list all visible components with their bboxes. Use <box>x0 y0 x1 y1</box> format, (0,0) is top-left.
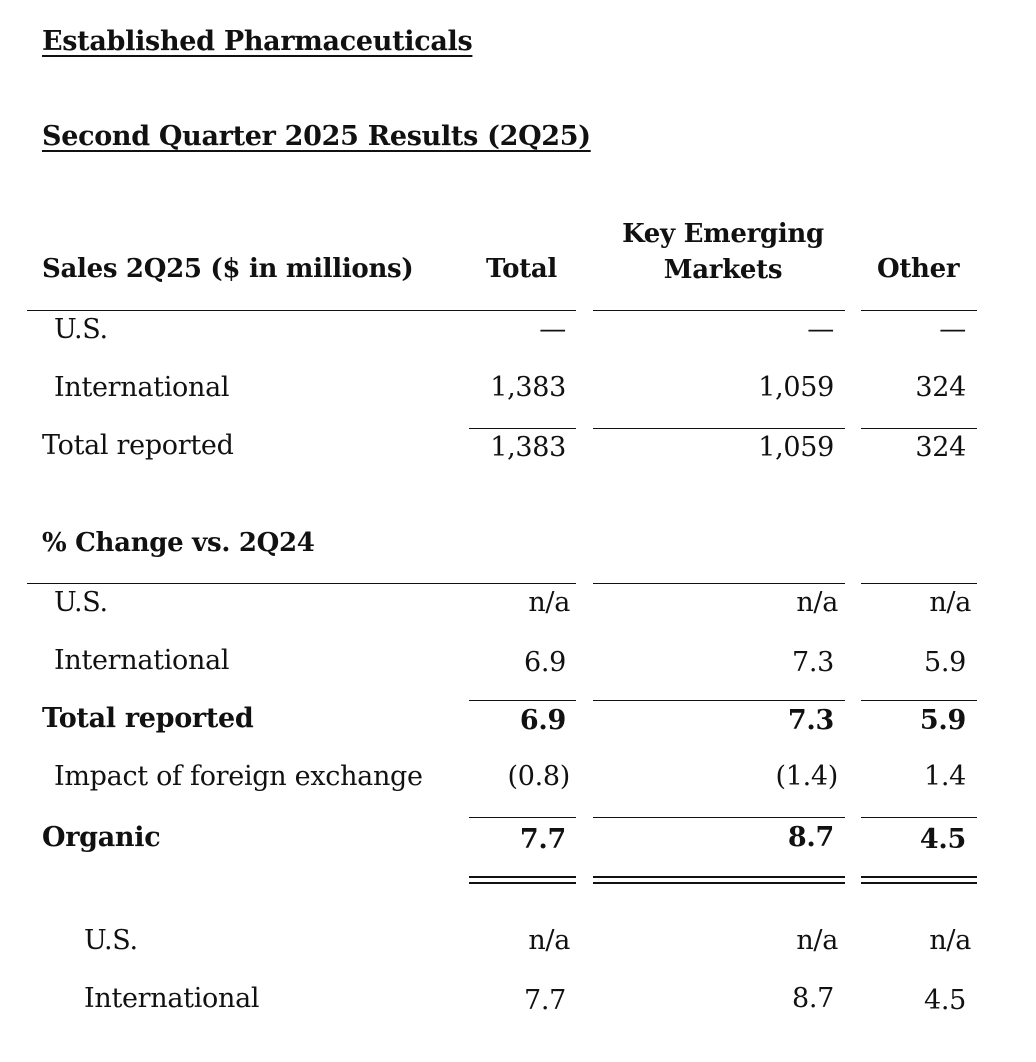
sales-us-total: — <box>539 314 566 345</box>
organic-rule-kem <box>593 817 845 818</box>
sales-total-total: 1,383 <box>490 432 566 463</box>
sales-intl-label: International <box>54 372 230 403</box>
change-total-kem: 7.3 <box>787 705 834 736</box>
column-header-key-emerging-markets <box>593 216 853 288</box>
change-rule-kem <box>593 583 845 584</box>
change-organic-label: Organic <box>42 822 161 853</box>
sales-subtotal-rule-kem <box>593 428 845 429</box>
change-intl-other: 5.9 <box>923 647 966 678</box>
change-rule-left <box>27 583 576 584</box>
change-us-other: n/a <box>929 587 971 618</box>
column-header-total: Total <box>486 254 557 284</box>
change-total-other: 5.9 <box>919 705 966 736</box>
change-fx-label: Impact of foreign exchange <box>54 761 423 792</box>
change-intl-total: 6.9 <box>523 647 566 678</box>
row-header-label: Sales 2Q25 ($ in millions) <box>42 254 414 284</box>
sales-us-kem: — <box>807 314 834 345</box>
change-intl-kem: 7.3 <box>791 647 834 678</box>
organic-intl-total: 7.7 <box>523 985 566 1016</box>
sales-intl-other: 324 <box>915 372 966 403</box>
double-rule-kem <box>593 876 845 884</box>
change-us-total: n/a <box>528 587 570 618</box>
sales-intl-kem: 1,059 <box>758 372 834 403</box>
sales-us-label: U.S. <box>54 314 108 345</box>
change-organic-other: 4.5 <box>919 824 966 855</box>
change-rule-other <box>861 583 977 584</box>
double-rule-total <box>469 876 576 884</box>
change-organic-total: 7.7 <box>519 824 566 855</box>
sales-total-other: 324 <box>915 432 966 463</box>
column-header-kem-line2: Markets <box>663 255 783 285</box>
organic-us-total: n/a <box>528 925 570 956</box>
sales-us-other: — <box>939 314 966 345</box>
change-intl-label: International <box>54 645 230 676</box>
organic-intl-other: 4.5 <box>923 985 966 1016</box>
header-rule-left <box>27 310 576 311</box>
sales-total-label: Total reported <box>42 430 234 461</box>
organic-us-kem: n/a <box>796 925 838 956</box>
change-subtotal-rule-other <box>861 700 977 701</box>
sales-total-kem: 1,059 <box>758 432 834 463</box>
change-us-kem: n/a <box>796 587 838 618</box>
sales-subtotal-rule-other <box>861 428 977 429</box>
double-rule-other <box>861 876 977 884</box>
period-title: Second Quarter 2025 Results (2Q25) <box>42 121 591 152</box>
organic-intl-kem: 8.7 <box>791 983 834 1014</box>
sales-intl-total: 1,383 <box>490 372 566 403</box>
organic-us-other: n/a <box>929 925 971 956</box>
change-fx-total: (0.8) <box>507 761 570 792</box>
change-heading: % Change vs. 2Q24 <box>42 528 315 558</box>
change-total-label: Total reported <box>42 703 254 734</box>
sales-subtotal-rule-total <box>469 428 576 429</box>
change-organic-kem: 8.7 <box>787 822 834 853</box>
change-subtotal-rule-kem <box>593 700 845 701</box>
organic-rule-other <box>861 817 977 818</box>
header-rule-other <box>861 310 977 311</box>
organic-us-label: U.S. <box>84 925 138 956</box>
change-total-total: 6.9 <box>519 705 566 736</box>
header-rule-kem <box>593 310 845 311</box>
change-subtotal-rule-total <box>469 700 576 701</box>
change-fx-other: 1.4 <box>923 761 966 792</box>
change-us-label: U.S. <box>54 587 108 618</box>
change-fx-kem: (1.4) <box>775 761 838 792</box>
segment-title: Established Pharmaceuticals <box>42 26 473 57</box>
column-header-other: Other <box>877 254 960 284</box>
column-header-kem-line1: Key Emerging <box>622 219 824 249</box>
organic-intl-label: International <box>84 983 260 1014</box>
organic-rule-total <box>469 817 576 818</box>
